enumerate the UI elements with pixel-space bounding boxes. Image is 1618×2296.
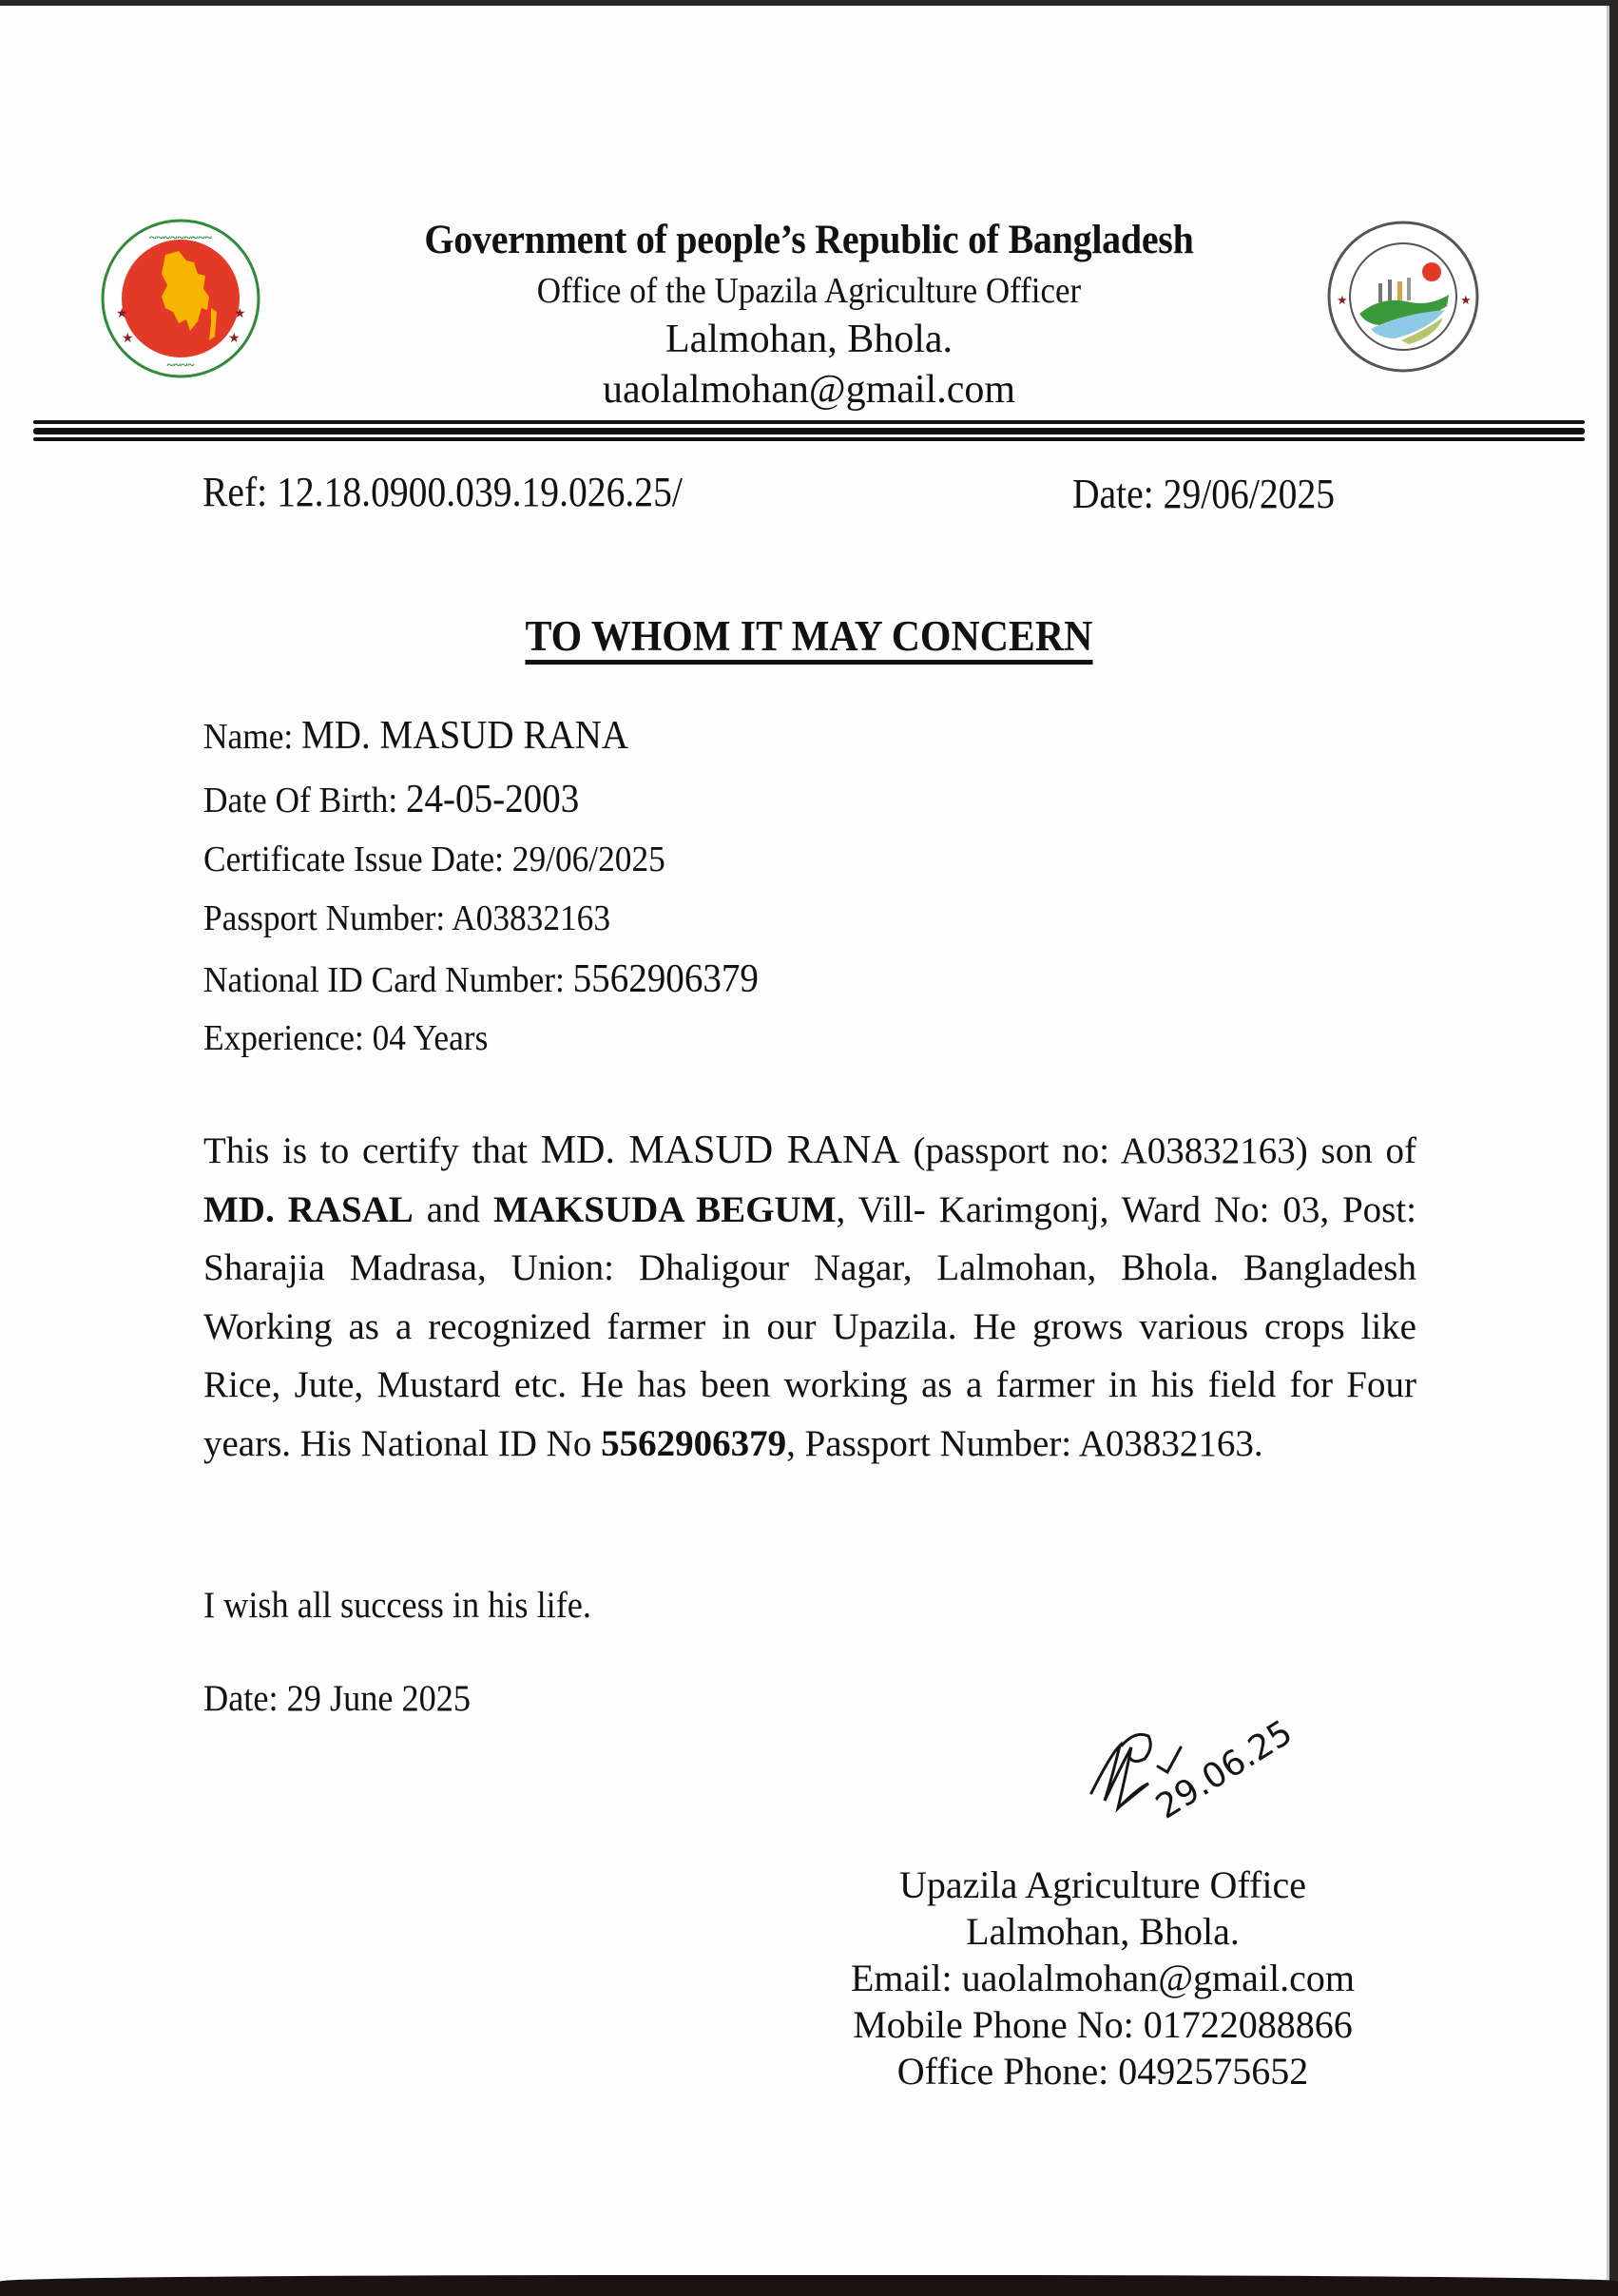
svg-text:★: ★ — [234, 307, 246, 321]
footer-office-name: Upazila Agriculture Office — [899, 1863, 1306, 1906]
letter-date: Date: 29/06/2025 — [1072, 471, 1336, 517]
closing-date: Date: 29 June 2025 — [203, 1678, 472, 1719]
svg-text:★: ★ — [116, 307, 128, 321]
footer-office-phone: Office Phone: 0492575652 — [896, 2050, 1309, 2093]
field-label: Name: — [203, 717, 302, 757]
field-label: National ID Card Number: — [203, 960, 573, 1000]
body-text: , Passport Number: A03832163. — [786, 1422, 1263, 1464]
field-label: Experience: — [203, 1018, 373, 1058]
field-passport-number — [203, 897, 610, 939]
photo-background-edge — [0, 2275, 1618, 2296]
subject-heading — [0, 614, 1618, 665]
office-location: Lalmohan, Bhola. — [665, 318, 953, 361]
footer-email: Email: uaolalmohan@gmail.com — [850, 1957, 1356, 1999]
body-text: , Vill- Karimgonj, Ward No: 03, Post: Sharajia Madrasa, Union: Dhaligour Nagar, Lalmohan, Bhola. Bangladesh Working as a recognized farmer in our Upazila. He grows various crops like Rice, Jute, Mustard etc. He has been working as a farmer in his field for Four years. His National ID No — [203, 1188, 1417, 1464]
office-email: uaolalmohan@gmail.com — [602, 368, 1016, 412]
field-value: 24-05-2003 — [405, 778, 580, 821]
body-text: (passport no: A03832163) son of — [899, 1130, 1416, 1171]
svg-text:★: ★ — [1460, 293, 1472, 307]
svg-text:★: ★ — [228, 332, 241, 346]
mother-name: MAKSUDA BEGUM — [492, 1188, 837, 1230]
field-experience — [203, 1017, 488, 1059]
certificate-page — [0, 6, 1609, 2286]
footer-location: Lalmohan, Bhola. — [966, 1910, 1240, 1953]
office-name: Office of the Upazila Agriculture Officer — [536, 271, 1082, 311]
svg-text:~~~~: ~~~~ — [166, 358, 195, 373]
field-certificate-issue-date — [203, 839, 665, 880]
svg-text:29.06.25: 29.06.25 — [1149, 1712, 1300, 1827]
government-heading: Government of people’s Republic of Bangladesh — [424, 218, 1194, 262]
field-label: Certificate Issue Date: — [203, 839, 512, 879]
header-divider-thick — [33, 428, 1585, 434]
footer-mobile-phone: Mobile Phone No: 01722088866 — [853, 2003, 1353, 2046]
subject-text: TO WHOM IT MAY CONCERN — [526, 614, 1093, 665]
body-text: and — [413, 1188, 493, 1230]
field-value: 04 Years — [372, 1018, 489, 1058]
body-text: This is to certify that — [203, 1130, 541, 1171]
office-contact-block — [818, 1862, 1388, 2094]
svg-text:★: ★ — [1337, 293, 1348, 307]
handwritten-signature-icon — [1063, 1688, 1367, 1841]
field-value: 5562906379 — [572, 957, 759, 1001]
field-value: 29/06/2025 — [511, 839, 665, 879]
field-label: Passport Number: — [203, 898, 453, 938]
reference-number: Ref: 12.18.0900.039.19.026.25/ — [202, 469, 683, 515]
field-label: Date Of Birth: — [203, 781, 406, 820]
header-divider-thin-bottom — [33, 437, 1585, 441]
header-divider-thin-top — [33, 420, 1585, 424]
field-date-of-birth — [203, 777, 579, 822]
field-value: A03832163 — [452, 898, 611, 938]
body-name: MD. MASUD RANA — [540, 1129, 900, 1172]
father-name: MD. RASAL — [203, 1188, 414, 1230]
field-national-id — [203, 956, 759, 1002]
field-value: MD. MASUD RANA — [301, 714, 629, 758]
svg-text:~~~~~~~~~: ~~~~~~~~~ — [149, 231, 212, 245]
certification-paragraph — [203, 1122, 1416, 1473]
closing-wish: I wish all success in his life. — [203, 1585, 591, 1626]
svg-text:★: ★ — [122, 332, 134, 346]
field-name — [203, 713, 628, 759]
body-national-id: 5562906379 — [601, 1422, 787, 1464]
